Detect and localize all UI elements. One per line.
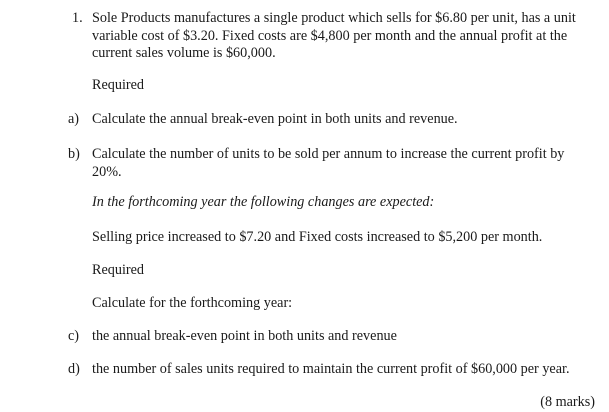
part-d-label: d): [68, 361, 80, 377]
part-a-label: a): [68, 111, 80, 127]
marks-label: (8 marks): [540, 394, 595, 410]
part-d-text: the number of sales units required to maintain the current profit of $60,000 per year.: [92, 361, 570, 377]
part-c-label: c): [68, 328, 80, 344]
calc-intro: Calculate for the forthcoming year:: [92, 295, 293, 311]
part-b-text: Calculate the number of units to be sold per annum to increase the current profit by 20%.: [92, 146, 565, 180]
required-heading-2: Required: [92, 262, 145, 278]
changes-heading: In the forthcoming year the following changes are expected:: [92, 194, 435, 210]
part-a-text: Calculate the annual break-even point in both units and revenue.: [92, 111, 458, 127]
required-heading-1: Required: [92, 77, 145, 93]
changes-text: Selling price increased to $7.20 and Fixed costs increased to $5,200 per month.: [92, 229, 543, 245]
question-number: 1.: [72, 10, 83, 26]
question-intro: Sole Products manufactures a single product which sells for $6.80 per unit, has a unit variable cost of $3.20. Fixed costs are $4,800 per month and the annual profit at the current sales volume is $60,000.: [92, 10, 576, 61]
part-c-text: the annual break-even point in both units and revenue: [92, 328, 397, 344]
part-b-label: b): [68, 146, 80, 162]
